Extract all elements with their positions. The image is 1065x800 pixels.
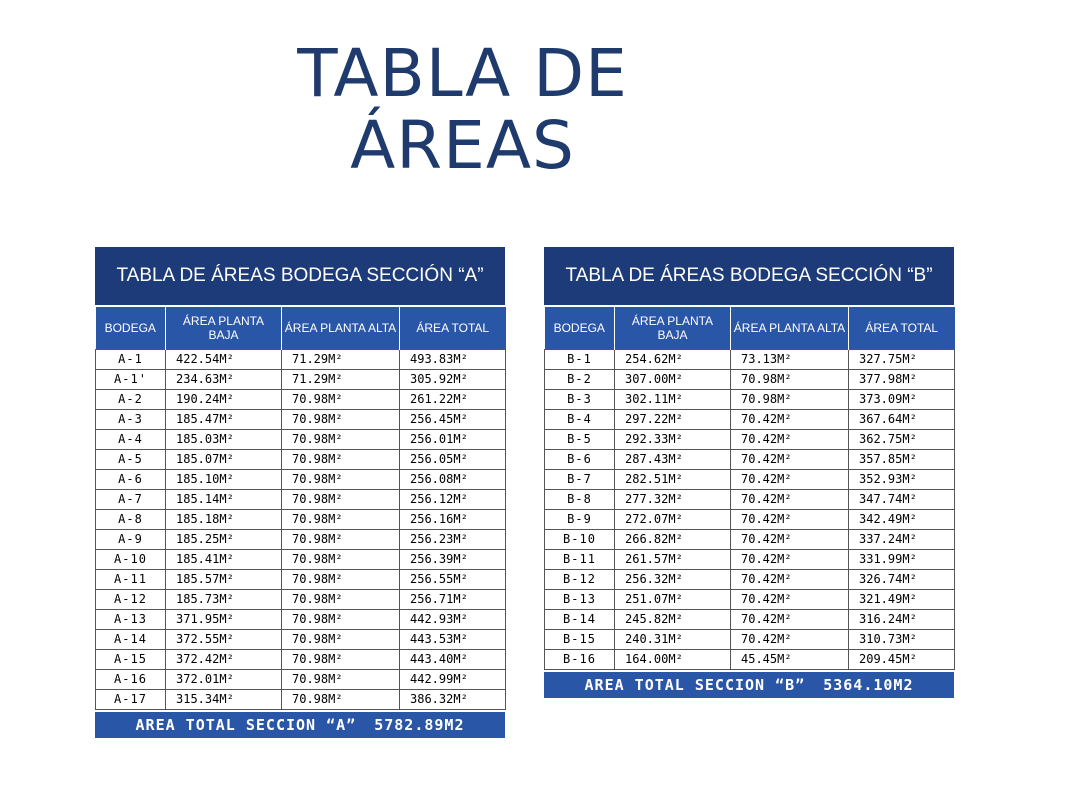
table-row (96, 670, 506, 690)
planta-baja-cell: 245.82M² (615, 610, 731, 630)
bodega-cell: B-4 (545, 410, 615, 430)
planta-baja-cell: 315.34M² (166, 690, 282, 710)
planta-alta-cell: 70.42M² (731, 570, 849, 590)
bodega-cell: B-10 (545, 530, 615, 550)
table-section-b (544, 247, 954, 698)
planta-alta-cell: 70.42M² (731, 510, 849, 530)
planta-alta-cell: 71.29M² (282, 350, 400, 370)
col-header-area-total: ÁREA TOTAL (849, 307, 955, 350)
bodega-cell: A-1 (96, 350, 166, 370)
table-row (96, 530, 506, 550)
planta-baja-cell: 256.32M² (615, 570, 731, 590)
area-total-cell: 327.75M² (849, 350, 955, 370)
area-total-cell: 261.22M² (400, 390, 506, 410)
bodega-cell: B-13 (545, 590, 615, 610)
area-total-cell: 305.92M² (400, 370, 506, 390)
planta-alta-cell: 70.98M² (282, 430, 400, 450)
planta-alta-cell: 70.42M² (731, 430, 849, 450)
bodega-cell: B-15 (545, 630, 615, 650)
bodega-cell: B-3 (545, 390, 615, 410)
planta-alta-cell: 70.98M² (731, 370, 849, 390)
table-row (96, 410, 506, 430)
area-total-cell: 331.99M² (849, 550, 955, 570)
page-title (285, 35, 640, 184)
table-row (545, 350, 955, 370)
planta-baja-cell: 372.42M² (166, 650, 282, 670)
bodega-cell: B-11 (545, 550, 615, 570)
table-row (96, 470, 506, 490)
table-row (96, 450, 506, 470)
area-total-cell: 377.98M² (849, 370, 955, 390)
bodega-cell: A-4 (96, 430, 166, 450)
planta-baja-cell: 185.18M² (166, 510, 282, 530)
planta-alta-cell: 70.42M² (731, 550, 849, 570)
bodega-cell: A-3 (96, 410, 166, 430)
bodega-cell: B-7 (545, 470, 615, 490)
table-a-header-row (96, 307, 506, 350)
bodega-cell: A-15 (96, 650, 166, 670)
table-row (96, 550, 506, 570)
planta-baja-cell: 234.63M² (166, 370, 282, 390)
area-total-cell: 256.08M² (400, 470, 506, 490)
planta-alta-cell: 70.98M² (282, 670, 400, 690)
table-row (545, 550, 955, 570)
page-title-line1: TABLA DE (297, 35, 628, 112)
planta-alta-cell: 70.42M² (731, 410, 849, 430)
table-row (545, 490, 955, 510)
planta-baja-cell: 307.00M² (615, 370, 731, 390)
planta-alta-cell: 70.98M² (282, 450, 400, 470)
col-header-planta-alta: ÁREA PLANTA ALTA (282, 307, 400, 350)
table-row (545, 530, 955, 550)
table-row (96, 570, 506, 590)
area-total-cell: 209.45M² (849, 650, 955, 670)
planta-baja-cell: 266.82M² (615, 530, 731, 550)
planta-alta-cell: 70.98M² (282, 610, 400, 630)
bodega-cell: A-14 (96, 630, 166, 650)
planta-alta-cell: 70.42M² (731, 610, 849, 630)
area-total-cell: 256.01M² (400, 430, 506, 450)
planta-baja-cell: 372.55M² (166, 630, 282, 650)
table-row (545, 450, 955, 470)
area-total-cell: 256.71M² (400, 590, 506, 610)
planta-baja-cell: 185.41M² (166, 550, 282, 570)
table-b-total-label: AREA TOTAL SECCION “B” (584, 676, 806, 694)
table-row (545, 650, 955, 670)
table-a-footer (95, 710, 505, 738)
planta-alta-cell: 70.42M² (731, 530, 849, 550)
bodega-cell: A-10 (96, 550, 166, 570)
table-row (96, 370, 506, 390)
bodega-cell: A-8 (96, 510, 166, 530)
planta-alta-cell: 70.98M² (282, 490, 400, 510)
planta-alta-cell: 70.98M² (282, 470, 400, 490)
area-total-cell: 386.32M² (400, 690, 506, 710)
bodega-cell: B-12 (545, 570, 615, 590)
planta-baja-cell: 190.24M² (166, 390, 282, 410)
bodega-cell: A-13 (96, 610, 166, 630)
col-header-planta-baja: ÁREA PLANTA BAJA (166, 307, 282, 350)
area-total-cell: 256.39M² (400, 550, 506, 570)
area-total-cell: 316.24M² (849, 610, 955, 630)
col-header-planta-baja: ÁREA PLANTA BAJA (615, 307, 731, 350)
col-header-bodega: BODEGA (545, 307, 615, 350)
table-row (96, 610, 506, 630)
table-a-total-label: AREA TOTAL SECCION “A” (135, 716, 357, 734)
planta-baja-cell: 185.07M² (166, 450, 282, 470)
table-b-total-value: 5364.10M2 (823, 676, 914, 694)
planta-baja-cell: 185.47M² (166, 410, 282, 430)
planta-baja-cell: 287.43M² (615, 450, 731, 470)
planta-alta-cell: 70.98M² (282, 550, 400, 570)
bodega-cell: B-9 (545, 510, 615, 530)
table-row (96, 490, 506, 510)
table-row (96, 690, 506, 710)
bodega-cell: B-14 (545, 610, 615, 630)
table-a-total-value: 5782.89M2 (374, 716, 465, 734)
bodega-cell: B-8 (545, 490, 615, 510)
area-total-cell: 256.16M² (400, 510, 506, 530)
table-a-title: TABLA DE ÁREAS BODEGA SECCIÓN “A” (95, 247, 505, 307)
table-row (545, 570, 955, 590)
bodega-cell: B-1 (545, 350, 615, 370)
table-a-body (96, 350, 506, 710)
planta-baja-cell: 254.62M² (615, 350, 731, 370)
bodega-cell: A-1' (96, 370, 166, 390)
planta-alta-cell: 70.98M² (282, 690, 400, 710)
table-row (96, 390, 506, 410)
table-row (545, 470, 955, 490)
planta-alta-cell: 70.42M² (731, 470, 849, 490)
table-b-body (545, 350, 955, 670)
area-total-cell: 357.85M² (849, 450, 955, 470)
planta-baja-cell: 277.32M² (615, 490, 731, 510)
planta-alta-cell: 73.13M² (731, 350, 849, 370)
area-total-cell: 347.74M² (849, 490, 955, 510)
planta-alta-cell: 70.98M² (282, 410, 400, 430)
planta-baja-cell: 371.95M² (166, 610, 282, 630)
col-header-area-total: ÁREA TOTAL (400, 307, 506, 350)
bodega-cell: B-16 (545, 650, 615, 670)
planta-alta-cell: 70.42M² (731, 590, 849, 610)
area-total-cell: 326.74M² (849, 570, 955, 590)
col-header-planta-alta: ÁREA PLANTA ALTA (731, 307, 849, 350)
table-row (96, 630, 506, 650)
planta-baja-cell: 164.00M² (615, 650, 731, 670)
table-row (545, 430, 955, 450)
table-row (545, 590, 955, 610)
planta-baja-cell: 261.57M² (615, 550, 731, 570)
table-b (544, 307, 955, 670)
planta-alta-cell: 70.42M² (731, 490, 849, 510)
table-row (545, 410, 955, 430)
bodega-cell: A-11 (96, 570, 166, 590)
table-row (96, 590, 506, 610)
area-total-cell: 367.64M² (849, 410, 955, 430)
planta-alta-cell: 70.98M² (282, 390, 400, 410)
planta-baja-cell: 240.31M² (615, 630, 731, 650)
table-row (545, 390, 955, 410)
area-total-cell: 256.45M² (400, 410, 506, 430)
area-total-cell: 256.12M² (400, 490, 506, 510)
table-b-title: TABLA DE ÁREAS BODEGA SECCIÓN “B” (544, 247, 954, 307)
area-total-cell: 256.55M² (400, 570, 506, 590)
bodega-cell: B-5 (545, 430, 615, 450)
area-total-cell: 442.99M² (400, 670, 506, 690)
area-total-cell: 342.49M² (849, 510, 955, 530)
table-row (545, 630, 955, 650)
planta-baja-cell: 185.14M² (166, 490, 282, 510)
bodega-cell: A-6 (96, 470, 166, 490)
table-row (96, 510, 506, 530)
bodega-cell: A-5 (96, 450, 166, 470)
bodega-cell: B-2 (545, 370, 615, 390)
planta-alta-cell: 70.98M² (731, 390, 849, 410)
table-row (545, 610, 955, 630)
table-row (96, 350, 506, 370)
planta-baja-cell: 185.57M² (166, 570, 282, 590)
planta-alta-cell: 70.98M² (282, 530, 400, 550)
planta-alta-cell: 70.42M² (731, 630, 849, 650)
area-total-cell: 352.93M² (849, 470, 955, 490)
planta-alta-cell: 71.29M² (282, 370, 400, 390)
area-total-cell: 362.75M² (849, 430, 955, 450)
bodega-cell: A-16 (96, 670, 166, 690)
area-total-cell: 337.24M² (849, 530, 955, 550)
planta-alta-cell: 70.98M² (282, 510, 400, 530)
bodega-cell: A-2 (96, 390, 166, 410)
bodega-cell: A-9 (96, 530, 166, 550)
page-title-line2: ÁREAS (350, 107, 575, 184)
area-total-cell: 443.40M² (400, 650, 506, 670)
bodega-cell: A-7 (96, 490, 166, 510)
planta-alta-cell: 45.45M² (731, 650, 849, 670)
planta-baja-cell: 297.22M² (615, 410, 731, 430)
table-b-footer (544, 670, 954, 698)
planta-baja-cell: 185.25M² (166, 530, 282, 550)
col-header-bodega: BODEGA (96, 307, 166, 350)
table-row (545, 510, 955, 530)
planta-baja-cell: 185.03M² (166, 430, 282, 450)
planta-baja-cell: 185.73M² (166, 590, 282, 610)
area-total-cell: 310.73M² (849, 630, 955, 650)
area-total-cell: 256.23M² (400, 530, 506, 550)
area-total-cell: 321.49M² (849, 590, 955, 610)
bodega-cell: A-17 (96, 690, 166, 710)
planta-baja-cell: 185.10M² (166, 470, 282, 490)
table-row (96, 650, 506, 670)
planta-baja-cell: 251.07M² (615, 590, 731, 610)
planta-alta-cell: 70.42M² (731, 450, 849, 470)
area-total-cell: 442.93M² (400, 610, 506, 630)
planta-alta-cell: 70.98M² (282, 630, 400, 650)
area-total-cell: 493.83M² (400, 350, 506, 370)
planta-alta-cell: 70.98M² (282, 590, 400, 610)
area-total-cell: 443.53M² (400, 630, 506, 650)
planta-baja-cell: 422.54M² (166, 350, 282, 370)
table-row (545, 370, 955, 390)
table-row (96, 430, 506, 450)
bodega-cell: B-6 (545, 450, 615, 470)
table-a (95, 307, 506, 710)
planta-baja-cell: 272.07M² (615, 510, 731, 530)
bodega-cell: A-12 (96, 590, 166, 610)
area-total-cell: 373.09M² (849, 390, 955, 410)
table-b-header-row (545, 307, 955, 350)
planta-alta-cell: 70.98M² (282, 650, 400, 670)
planta-alta-cell: 70.98M² (282, 570, 400, 590)
area-total-cell: 256.05M² (400, 450, 506, 470)
planta-baja-cell: 302.11M² (615, 390, 731, 410)
planta-baja-cell: 292.33M² (615, 430, 731, 450)
planta-baja-cell: 282.51M² (615, 470, 731, 490)
table-section-a (95, 247, 505, 738)
planta-baja-cell: 372.01M² (166, 670, 282, 690)
